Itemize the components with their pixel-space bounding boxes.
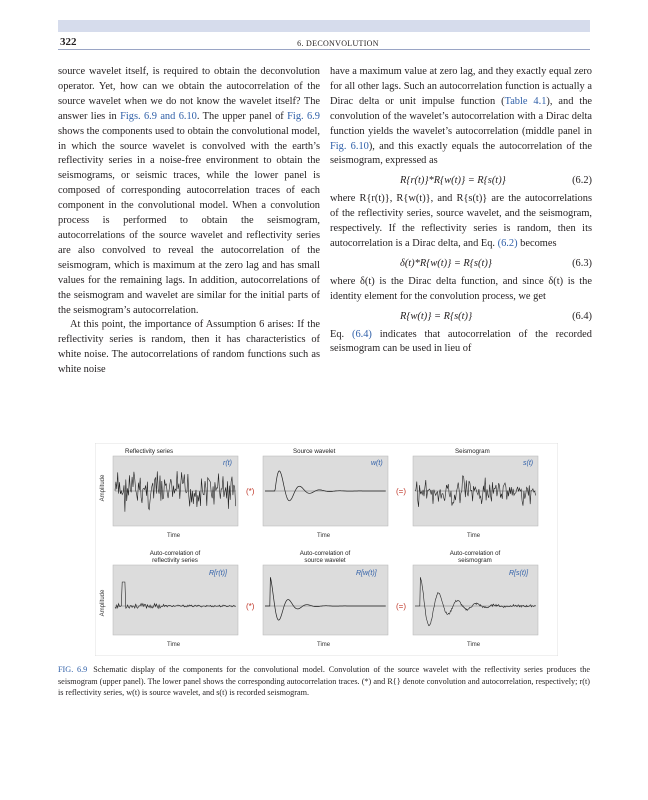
panel-title: reflectivity series <box>152 557 198 564</box>
figure-caption <box>58 664 590 699</box>
right-paragraph-4: Eq. (6.4) indicates that autocorrelation of the recorded seismogram can be used in lieu of <box>330 328 592 355</box>
header-band <box>58 20 590 32</box>
x-axis-label: Time <box>317 642 331 648</box>
panel-title: Auto-correlation of <box>449 550 501 557</box>
panel-title: Auto-correlation of <box>149 550 201 557</box>
figure-6-9 <box>95 443 558 656</box>
panel-label: R[s(t)] <box>509 570 529 577</box>
panel-title: Source wavelet <box>293 448 336 455</box>
right-column <box>330 65 592 357</box>
panel-title: source wavelet <box>304 557 346 564</box>
figure-reference-link[interactable]: Fig. 6.10 <box>330 140 369 152</box>
panel-reflectivity-series <box>113 448 238 539</box>
right-paragraph-3: where δ(t) is the Dirac delta function, and since δ(t) is the identity element for the convolution process, we get <box>330 275 592 302</box>
panel-label: w(t) <box>371 460 383 467</box>
equation-6-3: δ(t)*R{w(t)} = R{s(t)} (6.3) <box>400 257 592 269</box>
left-column <box>58 65 320 378</box>
figure-reference-link[interactable]: Fig. 6.9 <box>287 110 320 122</box>
x-axis-label: Time <box>317 533 331 539</box>
header-rule <box>58 49 590 50</box>
panel-title: Reflectivity series <box>125 448 174 455</box>
convolve-operator-bottom: (*) <box>246 602 255 611</box>
left-paragraph-2: At this point, the importance of Assumption 6 arises: If the reflectivity series is random, then it has characteristics of white noise. The autocorrelations of random functions such as white noise <box>58 319 320 376</box>
convolve-operator-top: (*) <box>246 487 255 496</box>
x-axis-label: Time <box>167 533 181 539</box>
page-number: 322 <box>60 36 77 48</box>
x-axis-label: Time <box>467 533 481 539</box>
table-reference-link[interactable]: Table 4.1 <box>504 95 547 107</box>
equals-operator-bottom: (=) <box>396 602 406 611</box>
figure-svg <box>95 443 558 656</box>
equation-6-2: R{r(t)}*R{w(t)} = R{s(t)} (6.2) <box>400 175 592 187</box>
figure-label: FIG. 6.9 <box>58 665 88 674</box>
equation-6-4: R{w(t)} = R{s(t)} (6.4) <box>400 310 592 322</box>
x-axis-label: Time <box>167 642 181 648</box>
panel-label: r(t) <box>223 460 232 467</box>
panel-label: s(t) <box>523 460 534 467</box>
equation-reference-link[interactable]: (6.2) <box>497 237 518 249</box>
right-paragraph-1: have a maximum value at zero lag, and they exactly equal zero for all other lags. Such an autocorrelation function is actually a Dirac delta or unit impulse function (Table 4.1), and the convolution of the wavelet’s autocorrelation with a Dirac delta function yields the wavelet’s autocorrelation (middle panel in Fig. 6.10), and this exactly equals the autocorrelation of the seismogram, expressed as <box>330 66 593 167</box>
equals-operator-top: (=) <box>396 487 406 496</box>
figure-reference-link[interactable]: Figs. 6.9 and 6.10 <box>120 110 197 122</box>
y-axis-label-bottom: Amplitude <box>100 589 106 617</box>
caption-text: Schematic display of the components for the convolutional model. Convolution of the source wavelet with the reflectivity series produces the seismogram (upper panel). The lower panel shows the corresponding autocorrelation traces. (*) and R{} denote convolution and autocorrelation, respectively; r(t) is reflectivity series, w(t) is source wavelet, and s(t) is recorded seismogram. <box>58 665 590 698</box>
panel-source-wavelet <box>263 448 388 539</box>
panel-title: Auto-correlation of <box>299 550 351 557</box>
panel-title: seismogram <box>458 557 492 564</box>
panel-title: Seismogram <box>455 448 490 455</box>
panel-label: R[r(t)] <box>209 570 227 577</box>
running-head: 6. DECONVOLUTION <box>297 39 379 48</box>
panel-seismogram <box>413 448 538 539</box>
x-axis-label: Time <box>467 642 481 648</box>
panel-label: R[w(t)] <box>356 570 377 577</box>
y-axis-label-top: Amplitude <box>100 474 106 502</box>
equation-reference-link[interactable]: (6.4) <box>351 328 372 340</box>
left-paragraph-1: source wavelet itself, is required to obtain the deconvolution operator. Yet, how can we obtain the autocorrelation of the source wavelet when we do not know the wavelet itself? The answer lies in Figs. 6.9 and 6.10. The upper panel of Fig. 6.9 shows the components used to obtain the convolutional model, in which the source wavelet is convolved with the earth’s reflectivity series in a noise-free environment to obtain the seismograms, or seismic traces, while the lower panel is composed of corresponding autocorrelation traces of each component in the convolutional model. When a convolution process is performed to obtain the seismogram, autocorrelations of the source wavelet and reflectivity series are also convolved to reveal the autocorrelation of the seismogram, which is maximum at the zero lag and has small values for the remaining lags. In addition, autocorrelations of the seismogram and wavelet are similar for the initial parts of the seismogram’s autocorrelation. <box>58 66 320 316</box>
right-paragraph-2: where R{r(t)}, R{w(t)}, and R{s(t)} are the autocorrelations of the reflectivity series, source wavelet, and the seismogram, respectively. If the reflectivity series is random, then its autocorrelation is a Dirac delta, and Eq. (6.2) becomes <box>330 193 592 249</box>
